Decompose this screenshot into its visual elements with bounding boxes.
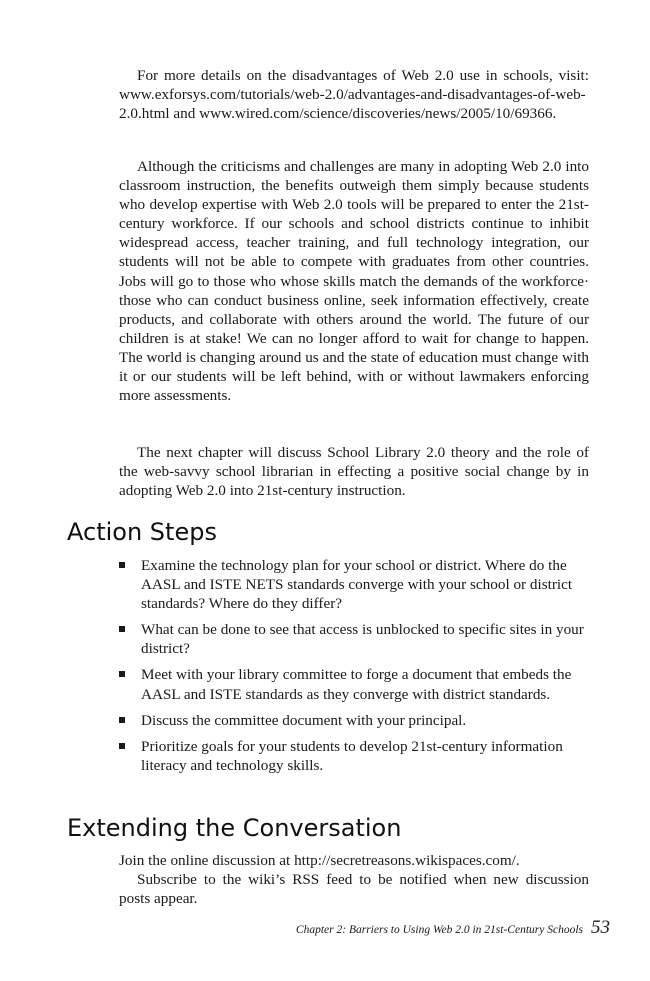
list-item bbox=[119, 556, 589, 613]
list-item bbox=[119, 711, 589, 730]
action-step-text: Prioritize goals for your students to develop 21st-century information literacy and technology skills. bbox=[141, 737, 563, 774]
action-step-text: Discuss the committee document with your principal. bbox=[141, 711, 467, 729]
list-item bbox=[119, 665, 589, 703]
bullet-square-icon bbox=[119, 717, 125, 723]
page-footer bbox=[280, 918, 610, 940]
action-steps-heading: Action Steps bbox=[67, 518, 217, 546]
action-step-text: Examine the technology plan for your school or district. Where do the AASL and ISTE NETS standards converge with your school or district standards? Where do they differ? bbox=[141, 557, 573, 613]
extending-paragraph-join: Join the online discussion at http://secretreasons.wikispaces.com/. bbox=[119, 852, 520, 869]
list-item bbox=[119, 737, 589, 775]
bullet-square-icon bbox=[119, 562, 125, 568]
intro-paragraph-links: For more details on the disadvantages of Web 2.0 use in schools, visit: www.exforsys.com/tutorials/web-2.0/advantages-and-disadvantages-of-web-2.0.html and www.wired.com/science/discoveries/news/2005/10/69366. bbox=[119, 67, 589, 123]
intro-paragraph-next-chapter: The next chapter will discuss School Library 2.0 theory and the role of the web-savvy school librarian in effecting a positive social change by in adopting Web 2.0 into 21st-century instruction. bbox=[119, 444, 589, 500]
bullet-square-icon bbox=[119, 626, 125, 632]
extending-paragraph-subscribe: Subscribe to the wiki’s RSS feed to be notified when new discussion posts appear. bbox=[119, 871, 589, 908]
action-step-text: Meet with your library committee to forge a document that embeds the AASL and ISTE standards as they converge with district standards. bbox=[141, 666, 572, 703]
bullet-square-icon bbox=[119, 671, 125, 677]
bullet-square-icon bbox=[119, 743, 125, 749]
intro-paragraph-benefits: Although the criticisms and challenges are many in adopting Web 2.0 into classroom instruction, the benefits outweigh them simply because students who develop expertise with Web 2.0 tools will be prepared to enter the 21st-century workforce. If our schools and school districts continue to inhibit widespread access, teacher training, and full technology integration, our students will not be able to compete with graduates from other countries. Jobs will go to those who whose skills match the demands of the workforce· those who can conduct business online, seek information effectively, create products, and collaborate with others around the world. The future of our children is at stake! We can no longer afford to wait for change to happen. The world is changing around us and the state of education must change with it or our students will be left behind, with or without lawmakers enforcing more assessments. bbox=[119, 158, 589, 405]
action-step-text: What can be done to see that access is unblocked to specific sites in your district? bbox=[141, 621, 584, 658]
running-title: Chapter 2: Barriers to Using Web 2.0 in 21st-Century Schools bbox=[295, 924, 583, 936]
action-steps-list bbox=[119, 556, 589, 782]
extending-conversation-heading: Extending the Conversation bbox=[67, 814, 402, 842]
page-number: 53 bbox=[591, 917, 610, 938]
list-item bbox=[119, 620, 589, 658]
